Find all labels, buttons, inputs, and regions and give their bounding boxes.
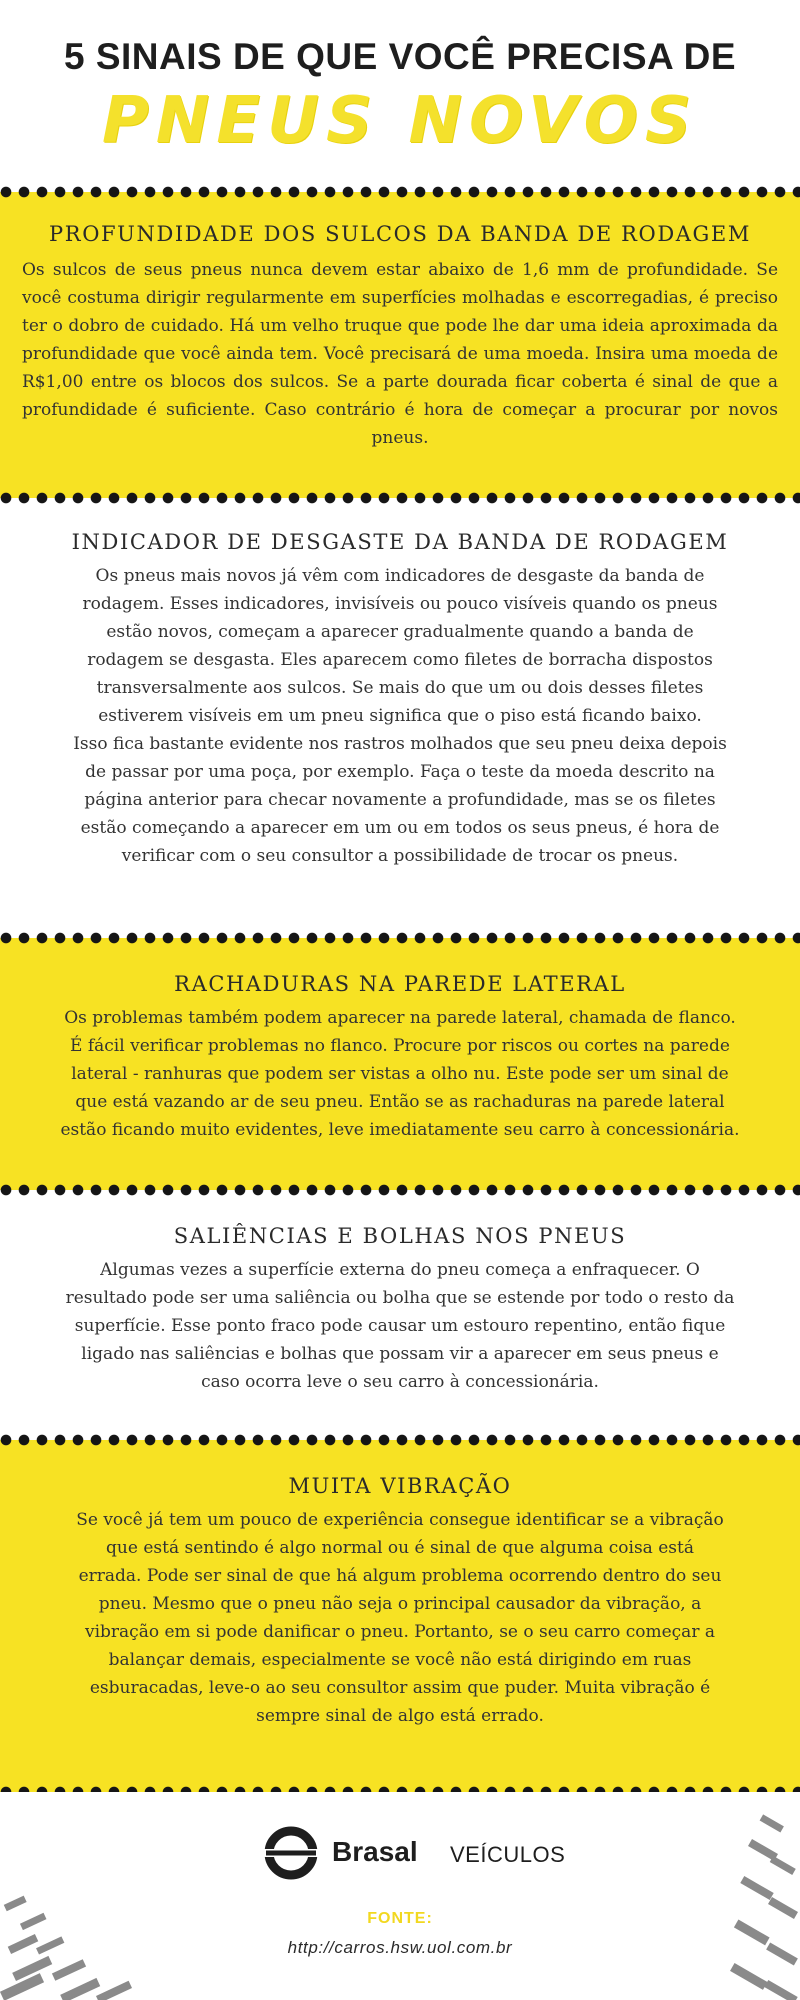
dot-divider: [0, 492, 800, 504]
dot-divider: [0, 1434, 800, 1446]
paragraph: Os sulcos de seus pneus nunca devem estar abaixo de 1,6 mm de profundidade. Se você costuma dirigir regularmente em superfícies molhadas e escorregadias, é preciso ter o dobro de cuidado. Há um velho truque que pode lhe dar uma ideia aproximada da profundidade que você ainda tem. Você precisará de uma moeda. Insira uma moeda de R$1,00 entre os blocos dos sulcos. Se a parte dourada ficar coberta é sinal de que a profundidade é suficiente. Caso contrário é hora de começar a procurar por novos pneus.: [22, 260, 778, 448]
section-title: INDICADOR DE DESGASTE DA BANDA DE RODAGEM: [71, 530, 729, 554]
section-bulges: [0, 1190, 800, 1440]
tire-track-right-graphic: [690, 1800, 800, 2000]
section-tread-depth: [0, 192, 800, 498]
page-title-highlight: PNEUS NOVOS: [101, 84, 699, 158]
dot-divider: [0, 186, 800, 198]
paragraph: Algumas vezes a superfície externa do pneu começa a enfraquecer. O resultado pode ser uma saliência ou bolha que se estende por todo o resto da superfície. Esse ponto fraco pode causar um estouro repentino, então fique ligado nas saliências e bolhas que possam vir a aparecer em seus pneus e caso ocorra leve o seu carro à concessionária.: [65, 1260, 735, 1392]
paragraph: Se você já tem um pouco de experiência consegue identificar se a vibração que está sentindo é algo normal ou é sinal de que alguma coisa está errada. Pode ser sinal de que há algum problema ocorrendo dentro do seu pneu. Mesmo que o pneu não seja o principal causador da vibração, a vibração em si pode danificar o pneu. Portanto, se o seu carro começar a balançar demais, especialmente se você não está dirigindo em ruas esburacadas, leve-o ao seu consultor assim que puder. Muita vibração é sempre sinal de algo está errado.: [76, 1510, 724, 1726]
section-body: [58, 1004, 742, 1144]
source-url: http://carros.hsw.uol.com.br: [287, 1938, 513, 1957]
section-title: RACHADURAS NA PAREDE LATERAL: [174, 972, 626, 996]
paragraph: Os problemas também podem aparecer na parede lateral, chamada de flanco. É fácil verificar problemas no flanco. Procure por riscos ou cortes na parede lateral - ranhuras que podem ser vistas a olho nu. Este pode ser um sinal de que está vazando ar de seu pneu. Então se as rachaduras na parede lateral estão ficando muito evidentes, leve imediatamente seu carro à concessionária.: [60, 1008, 740, 1140]
brand-ring-icon: [262, 1824, 320, 1882]
tire-track-left-graphic: [0, 1860, 150, 2000]
section-body: [74, 1506, 726, 1730]
section-title: SALIÊNCIAS E BOLHAS NOS PNEUS: [173, 1224, 627, 1248]
section-body: [62, 1256, 738, 1396]
dot-divider: [0, 932, 800, 944]
footer: [0, 1792, 800, 2000]
header: [0, 0, 800, 190]
page-title: 5 SINAIS DE QUE VOCÊ PRECISA DE: [63, 36, 737, 77]
source-label: FONTE:: [367, 1910, 433, 1927]
section-body: [22, 256, 778, 452]
paragraph: Isso fica bastante evidente nos rastros molhados que seu pneu deixa depois de passar por uma poça, por exemplo. Faça o teste da moeda descrito na página anterior para checar novamente a profundidade, mas se os filetes estão começando a aparecer em um ou em todos os seus pneus, é hora de verificar com o seu consultor a possibilidade de trocar os pneus.: [73, 734, 727, 866]
dot-divider: [0, 1184, 800, 1196]
brand-name: Brasal: [332, 1836, 418, 1867]
brand-subtitle: VEÍCULOS: [450, 1842, 566, 1867]
section-sidewall-cracks: [0, 938, 800, 1190]
section-title: PROFUNDIDADE DOS SULCOS DA BANDA DE RODAGEM: [49, 222, 751, 246]
section-wear-indicator: [0, 498, 800, 938]
section-title: MUITA VIBRAÇÃO: [288, 1474, 512, 1498]
section-vibration: [0, 1440, 800, 1792]
brand-logo: [262, 1824, 566, 1884]
paragraph: Os pneus mais novos já vêm com indicadores de desgaste da banda de rodagem. Esses indicadores, invisíveis ou pouco visíveis quando os pneus estão novos, começam a aparecer gradualmente quando a banda de rodagem se desgasta. Eles aparecem como filetes de borracha dispostos transversalmente aos sulcos. Se mais do que um ou dois desses filetes estiverem visíveis em um pneu significa que o piso está ficando baixo.: [82, 566, 718, 726]
section-body: [68, 562, 732, 870]
